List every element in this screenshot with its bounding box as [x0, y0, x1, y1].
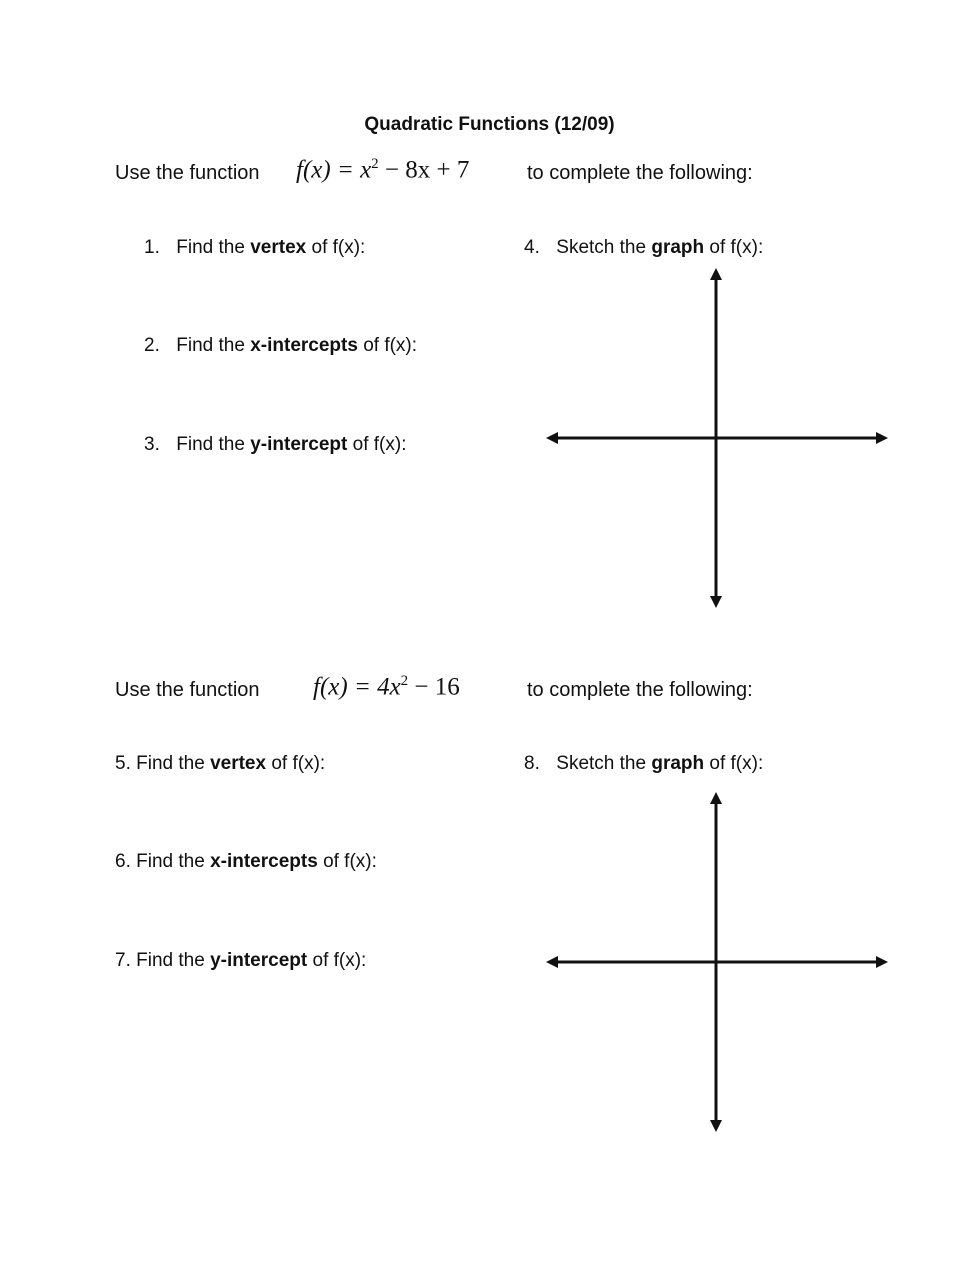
section2-intro-before: Use the function	[115, 679, 260, 701]
section1-intro-after: to complete the following:	[527, 162, 753, 184]
question-number: 8.	[524, 753, 540, 774]
question-term: y-intercept	[210, 950, 308, 971]
question-post: of f(x):	[709, 237, 764, 258]
question-2	[144, 335, 417, 357]
question-pre: Find the	[136, 851, 205, 872]
question-7	[115, 950, 366, 972]
section2-function-exp: 2	[400, 673, 409, 689]
question-pre: Sketch the	[556, 753, 647, 774]
question-post: of f(x):	[271, 753, 326, 774]
question-post: of f(x):	[311, 237, 366, 258]
section1-function-exp: 2	[371, 156, 379, 172]
section2-intro-after: to complete the following:	[527, 679, 753, 701]
section1-intro-before: Use the function	[115, 162, 260, 184]
section2-function-rhs: − 16	[408, 673, 460, 701]
y-axis-down-arrow	[710, 1120, 722, 1132]
question-post: of f(x):	[709, 753, 764, 774]
question-term: graph	[651, 753, 705, 774]
question-post: of f(x):	[363, 335, 418, 356]
question-4	[524, 237, 763, 259]
question-pre: Find the	[176, 237, 245, 258]
question-pre: Find the	[136, 950, 205, 971]
section1-function	[296, 156, 469, 184]
question-post: of f(x):	[312, 950, 367, 971]
question-3	[144, 434, 406, 456]
question-number: 4.	[524, 237, 540, 258]
question-term: y-intercept	[250, 434, 348, 455]
question-1	[144, 237, 365, 259]
question-term: graph	[651, 237, 705, 258]
question-term: vertex	[250, 237, 307, 258]
x-axis-right-arrow	[876, 956, 888, 968]
y-axis-up-arrow	[710, 792, 722, 804]
x-axis-right-arrow	[876, 432, 888, 444]
question-post: of f(x):	[323, 851, 377, 872]
question-number: 1.	[144, 237, 160, 258]
question-pre: Sketch the	[556, 237, 647, 258]
worksheet-title: Quadratic Functions (12/09)	[364, 114, 615, 135]
question-8	[524, 753, 763, 775]
question-number: 5.	[115, 753, 131, 774]
section1-function-rhs: − 8x + 7	[378, 156, 470, 184]
y-axis-down-arrow	[710, 596, 722, 608]
question-term: vertex	[210, 753, 267, 774]
question-term: x-intercepts	[250, 335, 358, 356]
question-pre: Find the	[176, 335, 245, 356]
y-axis-up-arrow	[710, 268, 722, 280]
question-6	[115, 851, 377, 873]
question-number: 6.	[115, 851, 131, 872]
x-axis-left-arrow	[546, 956, 558, 968]
question-pre: Find the	[136, 753, 205, 774]
coordinate-axes-2[interactable]	[540, 786, 896, 1138]
coordinate-axes-1[interactable]	[540, 262, 896, 614]
question-number: 2.	[144, 335, 160, 356]
section2-function	[313, 673, 460, 701]
question-5	[115, 753, 325, 775]
question-number: 7.	[115, 950, 131, 971]
question-pre: Find the	[176, 434, 245, 455]
section1-function-lhs: f(x) = x	[296, 156, 372, 184]
question-number: 3.	[144, 434, 160, 455]
question-post: of f(x):	[352, 434, 407, 455]
section2-function-lhs: f(x) = 4x	[313, 673, 401, 701]
question-term: x-intercepts	[210, 851, 318, 872]
x-axis-left-arrow	[546, 432, 558, 444]
